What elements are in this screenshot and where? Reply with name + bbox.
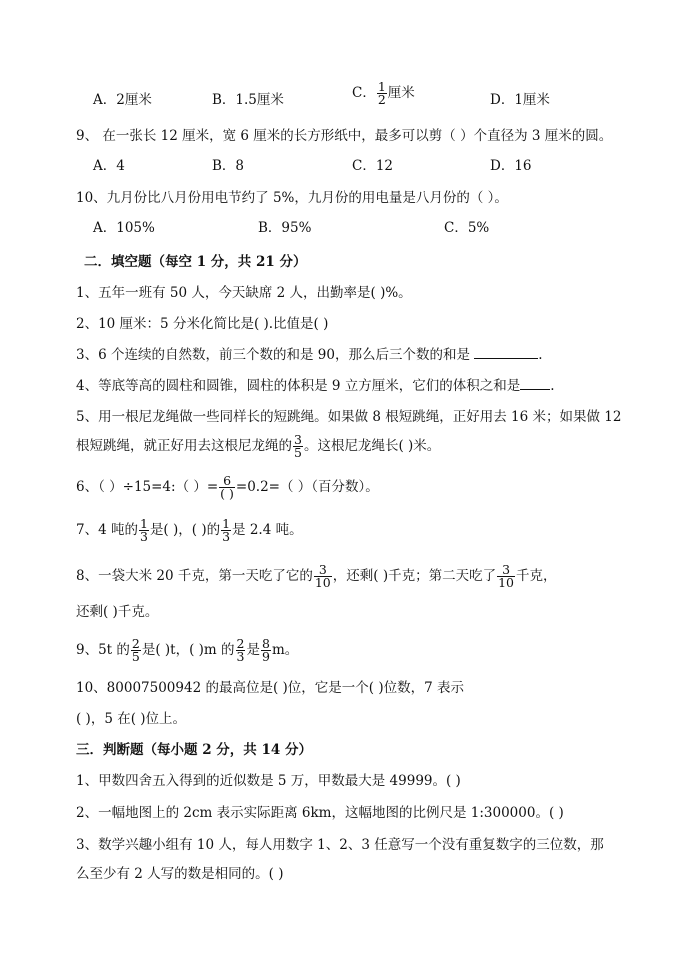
fill-7-text-a: 7、4 吨的: [76, 522, 138, 538]
fill-9-text-c: 是: [246, 642, 260, 658]
numerator: 1: [222, 516, 231, 531]
denominator: 3: [236, 649, 245, 664]
fill-5-text-a: 根短跳绳，就正好用去这根尼龙绳的: [76, 438, 292, 454]
q8-option-a: A．2厘米: [93, 92, 152, 108]
denominator: 5: [294, 445, 302, 460]
fraction: [293, 434, 303, 459]
fill-9-text-b: 是( )t，( )m 的: [141, 642, 235, 658]
fraction: [131, 638, 141, 663]
fraction: [236, 638, 246, 663]
denominator: 9: [261, 649, 270, 664]
fill-6: [76, 475, 379, 500]
denominator: 3: [222, 529, 231, 544]
numerator: 3: [314, 564, 332, 577]
fraction: [377, 81, 387, 106]
judge-3-line2: 么至少有 2 人写的数是相同的。( ): [76, 866, 284, 882]
q8-option-c: [352, 81, 415, 106]
fraction: [219, 475, 235, 500]
numerator: 1: [139, 516, 148, 531]
fraction: [139, 518, 149, 543]
fill-5-line2: [76, 434, 440, 459]
fill-1: 1、五年一班有 50 人，今天缺席 2 人，出勤率是( )%。: [76, 285, 412, 301]
fraction: [314, 564, 332, 589]
numerator: 6: [219, 475, 235, 488]
fill-5-text-b: 。这根尼龙绳长( )米。: [303, 438, 441, 454]
denominator: 10: [314, 575, 331, 590]
fill-10-line1: 10、80007500942 的最高位是( )位，它是一个( )位数，7 表示: [76, 680, 464, 696]
fill-2: 2、10 厘米：5 分米化简比是( ).比值是( ): [76, 316, 329, 332]
denominator: 10: [498, 575, 514, 590]
denominator: 3: [139, 529, 148, 544]
fill-4-end: .: [550, 378, 555, 394]
q10-option-b: B．95%: [258, 220, 312, 236]
fill-8-line1: [76, 564, 557, 589]
fill-9-text-a: 9、5t 的: [76, 642, 130, 658]
fill-3: [76, 343, 543, 363]
fill-9: [76, 638, 298, 663]
numerator: 3: [497, 564, 515, 577]
q10-option-c: C．5%: [444, 220, 490, 236]
fill-8-text-b: ，还剩( )千克；第二天吃了: [332, 568, 497, 584]
numerator: 3: [294, 432, 302, 447]
q8-option-d: D．1厘米: [490, 92, 550, 108]
q9-option-b: B．8: [212, 158, 245, 174]
fill-4: [76, 374, 555, 394]
numerator: 2: [236, 636, 245, 651]
fill-7-text-b: 是( )，( )的: [149, 522, 221, 538]
fill-9-text-d: m。: [271, 642, 299, 658]
fill-3-end: .: [538, 347, 543, 363]
answer-line: [520, 375, 550, 390]
denominator: 5: [131, 649, 140, 664]
q8-option-b: B．1.5厘米: [212, 92, 284, 108]
answer-line: [474, 344, 538, 359]
q9-option-a: A．4: [93, 158, 125, 174]
fraction: [261, 638, 271, 663]
section3-title: 三．判断题（每小题 2 分，共 14 分）: [76, 742, 312, 758]
fill-3-text: 3、6 个连续的自然数，前三个数的和是 90，那么后三个数的和是: [76, 347, 470, 363]
fill-8-line2: 还剩( )千克。: [76, 604, 159, 620]
q9-option-c: C．12: [352, 158, 394, 174]
q8-option-c-suffix: 厘米: [387, 85, 415, 101]
judge-3-line1: 3、数学兴趣小组有 10 人，每人用数字 1、2、3 任意写一个没有重复数字的三位数，那: [76, 837, 604, 853]
denominator: ( ): [220, 486, 234, 501]
q8-option-c-prefix: C．: [352, 85, 376, 101]
fraction: [221, 518, 231, 543]
numerator: 2: [131, 636, 140, 651]
fill-6-text-b: =0.2=（ ）（百分数）。: [235, 479, 379, 495]
fill-4-text: 4、等底等高的圆柱和圆锥，圆柱的体积是 9 立方厘米，它们的体积之和是: [76, 378, 521, 394]
fill-7: [76, 518, 303, 543]
q10-stem: 10、九月份比八月份用电节约了 5%，九月份的用电量是八月份的（ ）。: [76, 190, 508, 206]
fill-5-line1: 5、用一根尼龙绳做一些同样长的短跳绳。如果做 8 根短跳绳，正好用去 16 米；如果做 12: [76, 409, 622, 425]
numerator: 1: [377, 79, 386, 94]
fill-8-text-c: 千克，: [516, 568, 557, 584]
q9-option-d: D．16: [490, 158, 532, 174]
denominator: 2: [377, 92, 386, 107]
fill-8-text-a: 8、一袋大米 20 千克，第一天吃了它的: [76, 568, 313, 584]
fraction: [497, 564, 515, 589]
q9-stem: 9、 在一张长 12 厘米，宽 6 厘米的长方形纸中，最多可以剪（ ）个直径为 3 厘米的圆。: [76, 128, 613, 144]
numerator: 8: [261, 636, 270, 651]
fill-7-text-c: 是 2.4 吨。: [232, 522, 303, 538]
judge-1: 1、甲数四舍五入得到的近似数是 5 万，甲数最大是 49999。( ): [76, 773, 461, 789]
fill-6-text-a: 6、（ ）÷15=4:（ ）=: [76, 479, 219, 495]
judge-2: 2、一幅地图上的 2cm 表示实际距离 6km，这幅地图的比例尺是 1:300000。( ): [76, 805, 564, 821]
q10-option-a: A．105%: [93, 220, 155, 236]
fill-10-line2: ( )，5 在( )位上。: [76, 711, 187, 727]
section2-title: 二．填空题（每空 1 分，共 21 分）: [84, 254, 307, 270]
